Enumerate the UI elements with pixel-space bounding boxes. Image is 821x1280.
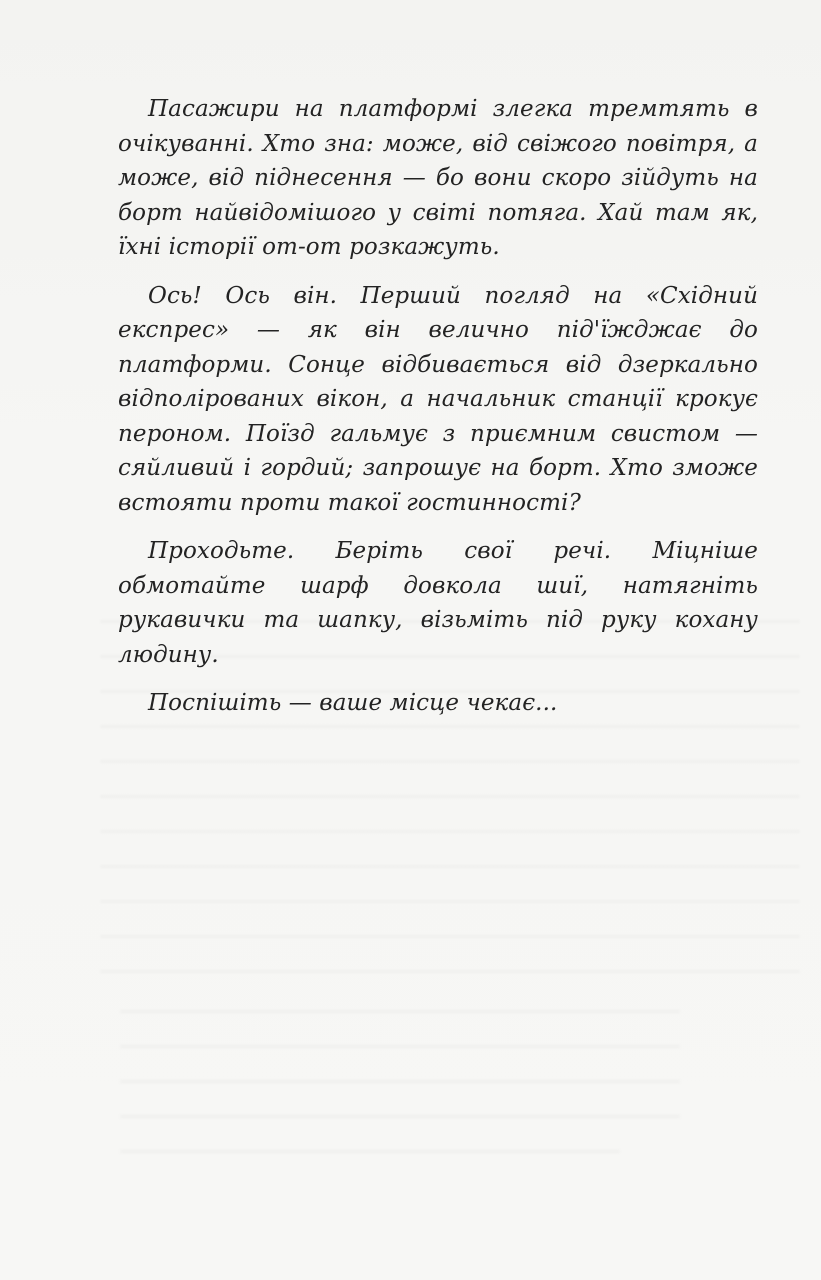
body-text [118,92,758,735]
bleed-through-line [120,1010,680,1013]
bleed-through-line [120,1080,680,1083]
bleed-through-line [100,760,800,763]
bleed-through-line [100,865,800,868]
bleed-through-line [100,795,800,798]
bleed-through-line [100,970,800,973]
bleed-through-line [120,1115,680,1118]
paragraph-2: Ось! Ось він. Перший погляд на «Східний експрес» — як він велично під'їжджає до платформи. Сонце відбивається від дзеркально відполірованих вікон, а начальник станції крокує пероном. Поїзд гальмує з приємним свистом — сяйливий і гордий; запрошує на борт. Хто зможе встояти проти такої гостинності? [118,282,758,516]
bleed-through-line [100,830,800,833]
bleed-through-line [120,1150,620,1153]
bleed-through-line [100,900,800,903]
paragraph-4: Поспішіть — ваше місце чекає... [148,690,558,716]
paragraph-3: Проходьте. Беріть свої речі. Міцніше обмотайте шарф довкола шиї, натягніть рукавички та шапку, візьміть під руку кохану людину. [118,538,758,668]
bleed-through-line [120,1045,680,1048]
bleed-through-line [100,935,800,938]
paragraph-1: Пасажири на платформі злегка тремтять в очікуванні. Хто зна: може, від свіжого повітря, а може, від піднесення — бо вони скоро зійдуть на борт найвідомішого у світі потяга. Хай там як, їхні історії от-от розкажуть. [118,96,758,260]
